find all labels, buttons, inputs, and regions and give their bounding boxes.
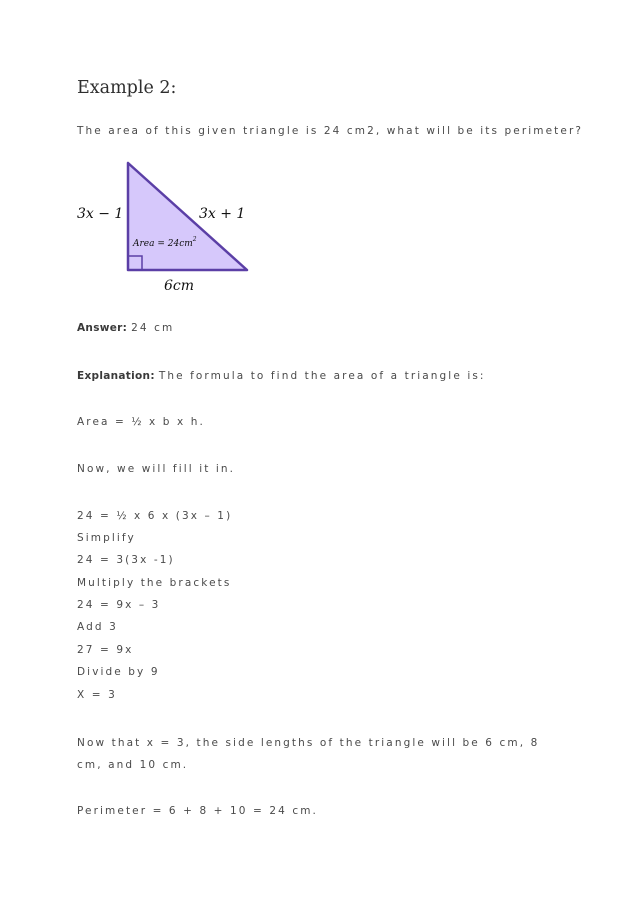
formula-text: Area = ½ x b x h. <box>77 416 205 428</box>
step-3: 24 = 3(3x -1) <box>77 554 175 566</box>
step-1: 24 = ½ x 6 x (3x – 1) <box>77 510 233 522</box>
hypotenuse-label: 3x + 1 <box>199 206 246 222</box>
answer-line <box>77 321 174 335</box>
triangle-figure <box>70 158 270 293</box>
left-side-label: 3x − 1 <box>77 206 124 222</box>
step-4: Multiply the brackets <box>77 577 232 589</box>
step-7: 27 = 9x <box>77 644 134 656</box>
step-2: Simplify <box>77 532 136 544</box>
answer-text: 24 cm <box>131 322 175 334</box>
fill-in-text: Now, we will fill it in. <box>77 463 236 475</box>
conclusion-text: Now that x = 3, the side lengths of the triangle will be 6 cm, 8 cm, and 10 cm. <box>77 737 540 771</box>
step-8: Divide by 9 <box>77 666 160 678</box>
step-9: X = 3 <box>77 689 117 701</box>
question-text: The area of this given triangle is 24 cm2, what will be its perimeter? <box>77 125 584 137</box>
explanation-label: Explanation: <box>77 370 155 382</box>
answer-label: Answer: <box>77 322 128 334</box>
step-5: 24 = 9x – 3 <box>77 599 161 611</box>
triangle-diagram <box>70 158 270 293</box>
explanation-text: The formula to find the area of a triangle is: <box>158 370 486 382</box>
explanation-line <box>77 369 486 383</box>
perimeter-text: Perimeter = 6 + 8 + 10 = 24 cm. <box>77 805 318 817</box>
area-label-text: Area = 24cm <box>133 239 193 249</box>
base-label: 6cm <box>164 278 195 293</box>
area-label-exponent: 2 <box>192 236 197 243</box>
step-6: Add 3 <box>77 621 118 633</box>
example-title: Example 2: <box>77 78 177 98</box>
